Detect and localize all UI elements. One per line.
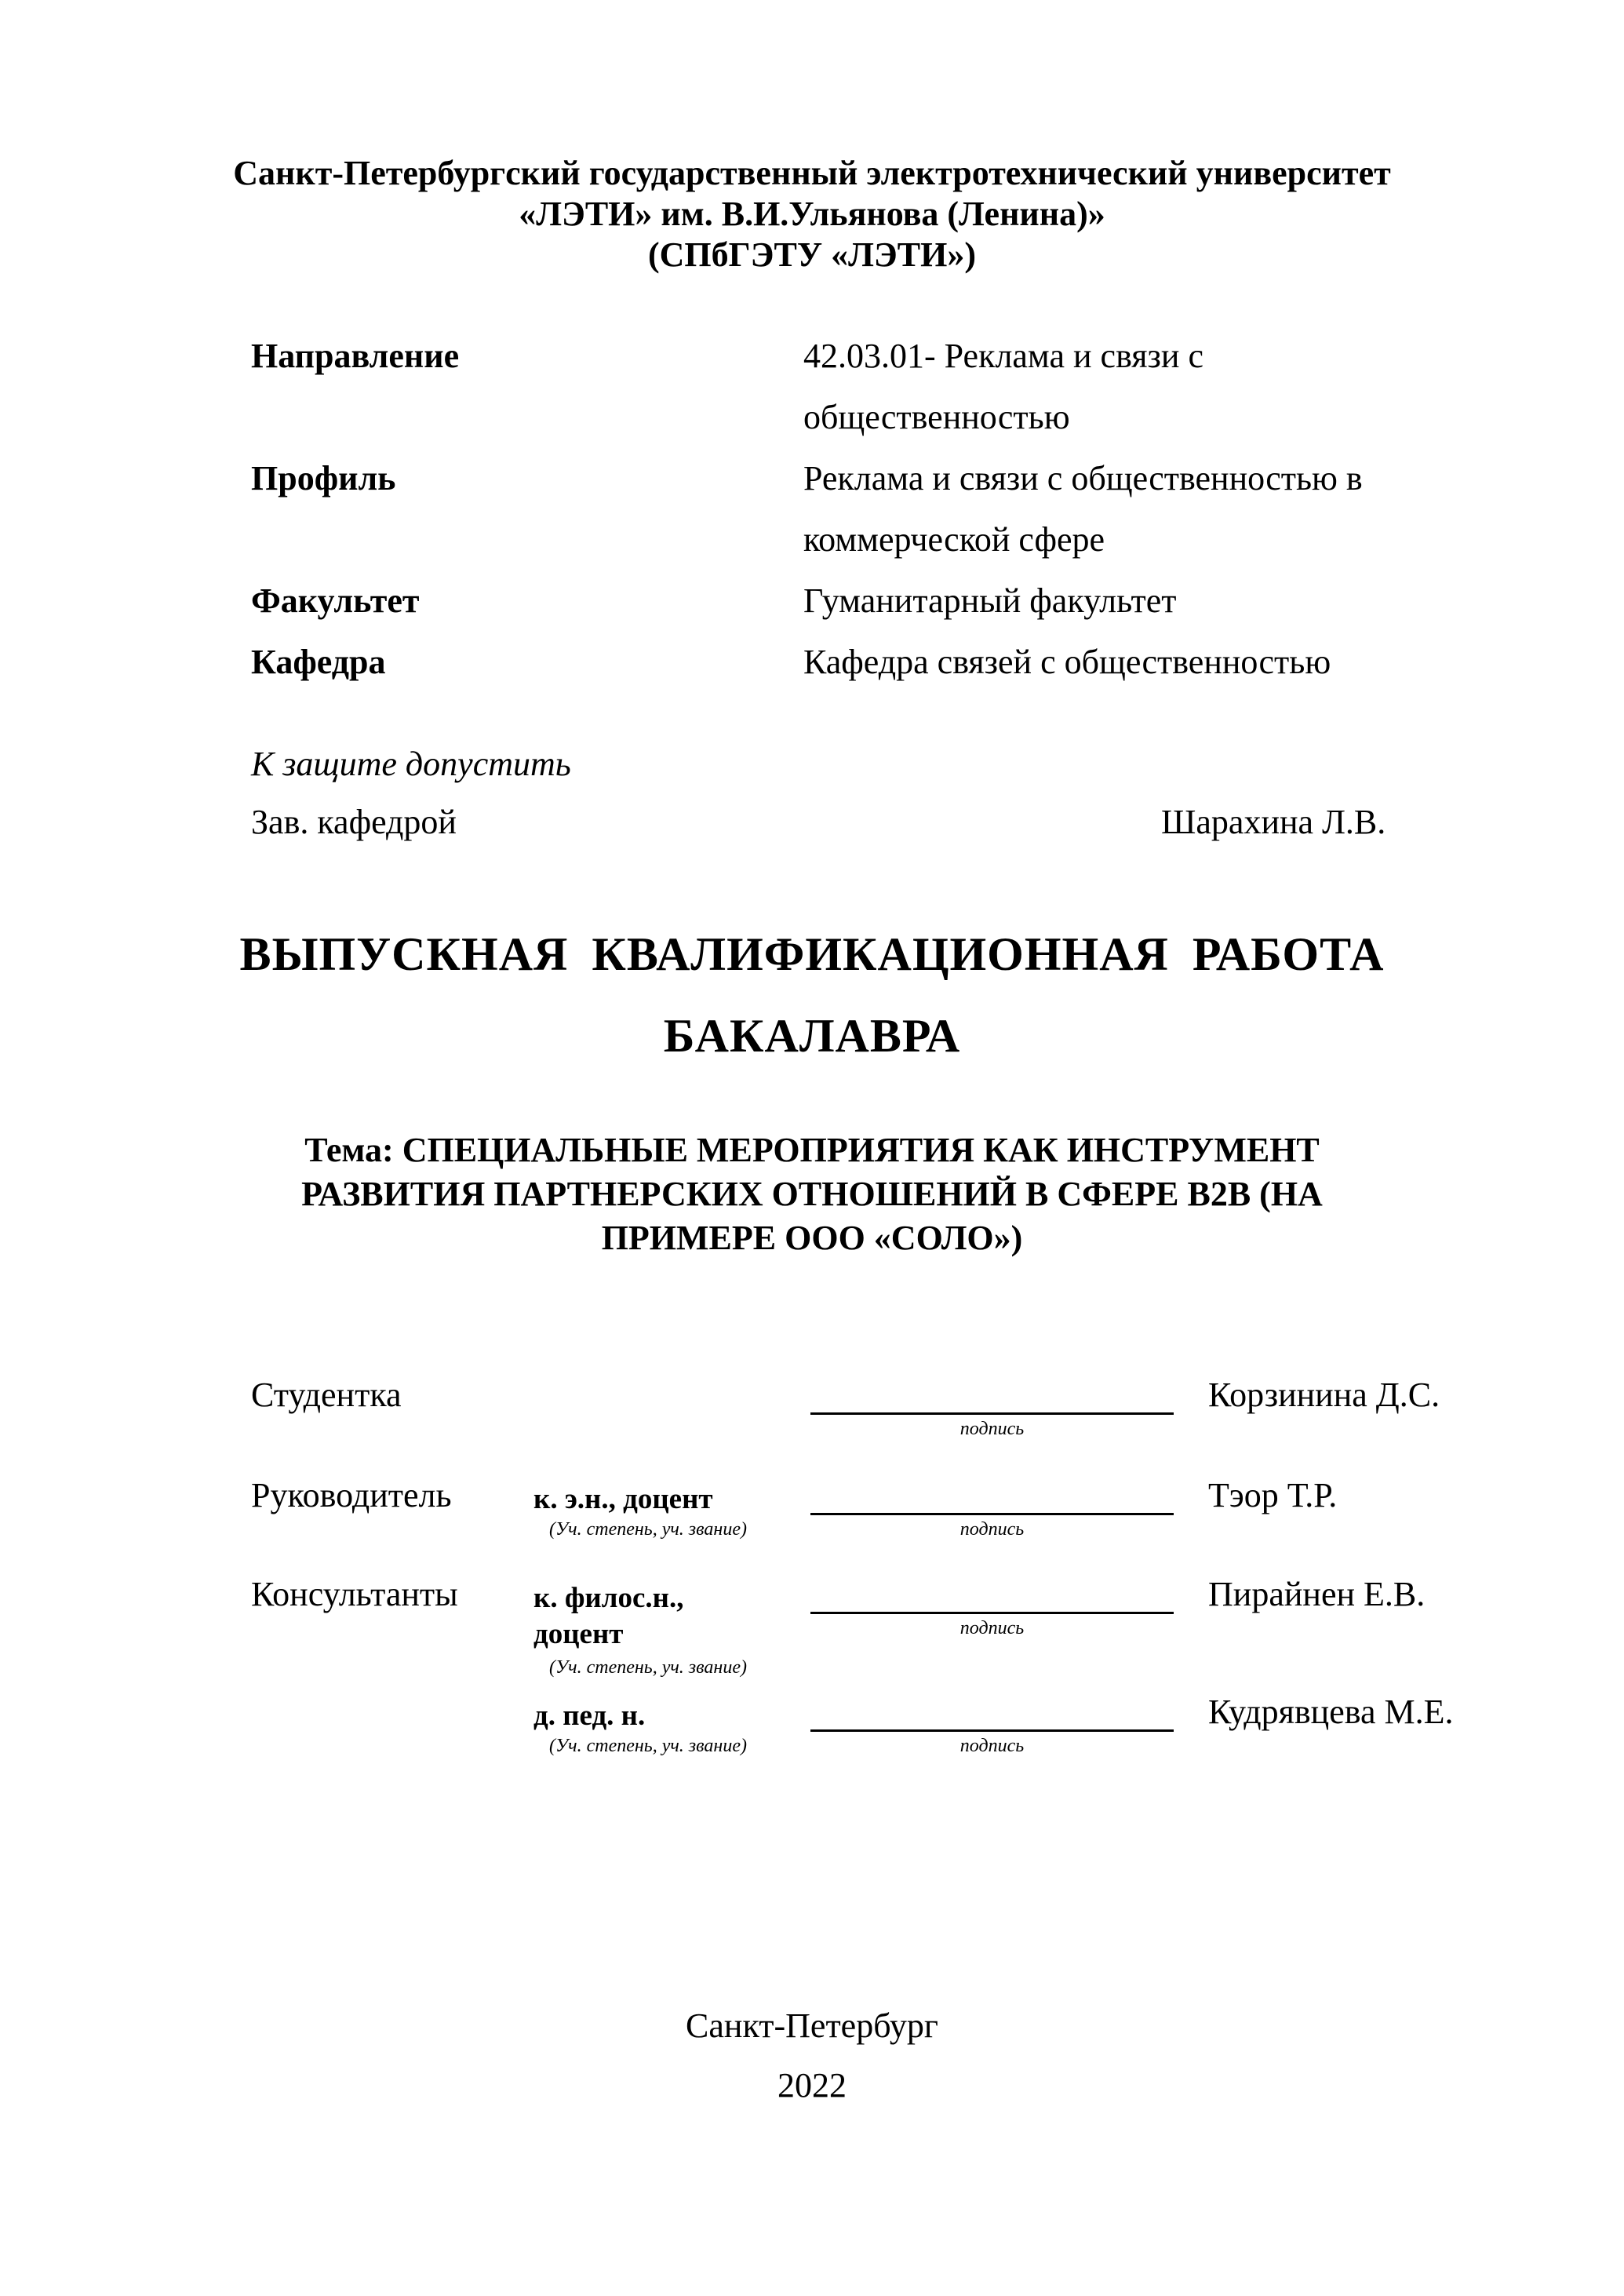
consultant1-signature-caption: подпись: [959, 1618, 1025, 1638]
consultant1-signature-line: [810, 1612, 1174, 1614]
supervisor-signature-line: [810, 1513, 1174, 1515]
work-title-line2: БАКАЛАВРА: [663, 1010, 961, 1062]
topic-line2: РАЗВИТИЯ ПАРТНЕРСКИХ ОТНОШЕНИЙ В СФЕРЕ B2B (НА: [301, 1175, 1323, 1213]
supervisor-label: Руководитель: [251, 1476, 452, 1514]
consultant1-degree-note: (Уч. степень, уч. звание): [549, 1657, 747, 1678]
topic-line1: Тема: СПЕЦИАЛЬНЫЕ МЕРОПРИЯТИЯ КАК ИНСТРУМЕНТ: [304, 1131, 1320, 1169]
university-name: Санкт-Петербургский государственный электротехнический университет: [233, 154, 1391, 192]
consultant2-name: Кудрявцева М.Е.: [1208, 1693, 1454, 1731]
faculty-value: Гуманитарный факультет: [803, 581, 1177, 620]
head-of-department-label: Зав. кафедрой: [251, 803, 457, 841]
university-named-after: «ЛЭТИ» им. В.И.Ульянова (Ленина)»: [519, 195, 1105, 233]
work-title-line1: ВЫПУСКНАЯ КВАЛИФИКАЦИОННАЯ РАБОТА: [239, 928, 1385, 980]
consultant1-rank-line2: доцент: [533, 1618, 624, 1650]
profile-label: Профиль: [251, 459, 396, 497]
profile-value-line1: Реклама и связи с общественностью в: [803, 459, 1363, 497]
work-topic: [0, 1128, 1624, 1260]
student-label: Студентка: [251, 1376, 402, 1414]
topic-line3: ПРИМЕРЕ ООО «СОЛО»): [601, 1219, 1023, 1257]
supervisor-signature-caption: подпись: [959, 1519, 1025, 1540]
consultant2-signature-caption: подпись: [959, 1736, 1025, 1756]
consultant1-name: Пирайнен Е.В.: [1208, 1575, 1426, 1613]
profile-value-line2: коммерческой сфере: [803, 520, 1105, 559]
supervisor-name: Тэор Т.Р.: [1208, 1476, 1338, 1514]
university-header: [0, 153, 1624, 275]
university-abbreviation: (СПбГЭТУ «ЛЭТИ»): [648, 235, 976, 274]
supervisor-rank: к. э.н., доцент: [533, 1483, 713, 1515]
consultant2-rank: д. пед. н.: [533, 1700, 646, 1732]
consultant1-rank-line1: к. филос.н.,: [533, 1582, 684, 1614]
student-signature-caption: подпись: [959, 1419, 1025, 1439]
head-of-department-name: Шарахина Л.В.: [1161, 803, 1386, 841]
direction-value-line1: 42.03.01- Реклама и связи с: [803, 337, 1203, 375]
student-signature-line: [810, 1412, 1174, 1415]
year: 2022: [777, 2066, 847, 2105]
city: Санкт-Петербург: [686, 2006, 938, 2045]
consultant2-signature-line: [810, 1729, 1174, 1732]
direction-label: Направление: [251, 337, 460, 375]
student-name: Корзинина Д.С.: [1208, 1376, 1440, 1414]
faculty-label: Факультет: [251, 581, 420, 620]
department-label: Кафедра: [251, 643, 386, 681]
department-value: Кафедра связей с общественностью: [803, 643, 1331, 681]
consultants-label: Консультанты: [251, 1575, 458, 1613]
consultant2-degree-note: (Уч. степень, уч. звание): [549, 1736, 747, 1756]
supervisor-degree-note: (Уч. степень, уч. звание): [549, 1519, 747, 1540]
admit-to-defense: К защите допустить: [251, 745, 571, 783]
direction-value-line2: общественностью: [803, 398, 1070, 436]
